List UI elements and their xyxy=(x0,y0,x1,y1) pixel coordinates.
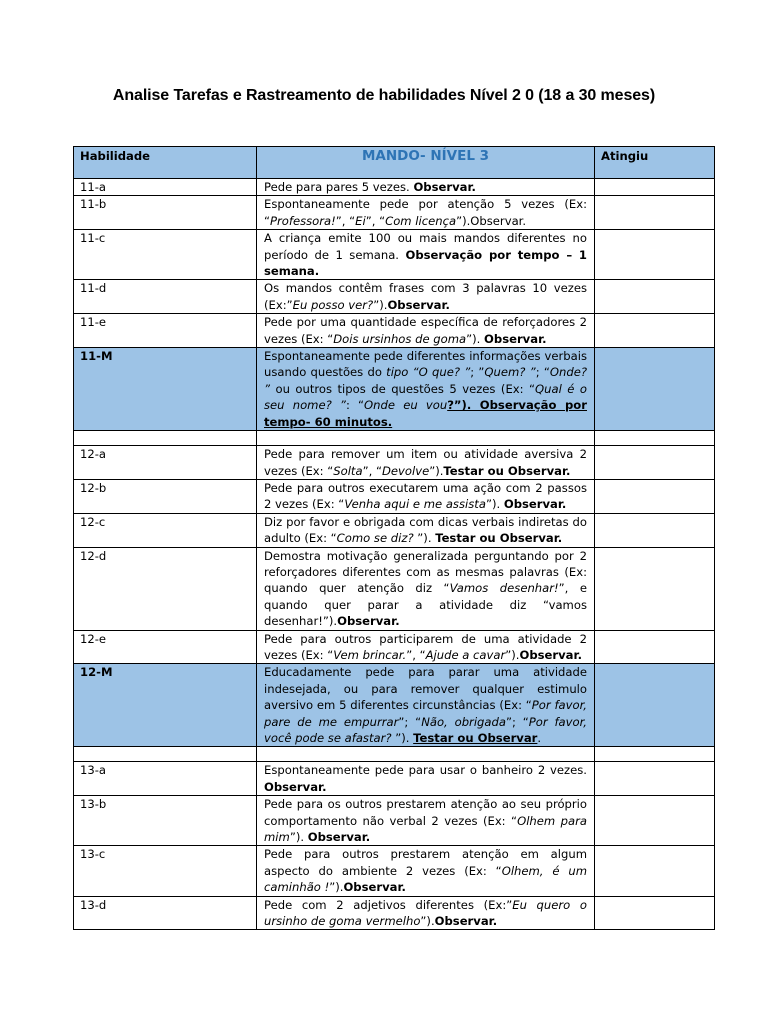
description-fragment: ”, “ xyxy=(406,647,426,662)
description-fragment: ”). xyxy=(420,914,435,929)
skill-code: 12-M xyxy=(74,664,257,747)
skill-description xyxy=(257,280,595,314)
table-row xyxy=(74,513,715,547)
description-fragment: Ajude a cavar xyxy=(425,647,506,662)
atingiu-cell[interactable] xyxy=(595,230,715,280)
spacer-cell xyxy=(74,747,257,762)
description-fragment: ”). xyxy=(466,331,485,346)
description-fragment: Dois ursinhos de goma xyxy=(333,331,467,346)
description-fragment: Observar. xyxy=(387,297,450,312)
table-row xyxy=(74,846,715,896)
spacer-cell xyxy=(595,747,715,762)
table-row xyxy=(74,446,715,480)
description-fragment: Observação por tempo – 1 semana. xyxy=(264,247,587,279)
skill-description xyxy=(257,446,595,480)
spacer-row xyxy=(74,747,715,762)
description-fragment: Não, obrigada xyxy=(421,714,506,729)
header-habilidade: Habilidade xyxy=(74,147,257,179)
description-fragment: Solta xyxy=(333,463,363,478)
atingiu-cell[interactable] xyxy=(595,196,715,230)
spacer-cell xyxy=(74,431,257,446)
skill-code: 11-e xyxy=(74,314,257,348)
skill-code: 11-a xyxy=(74,179,257,196)
atingiu-cell[interactable] xyxy=(595,513,715,547)
description-fragment: ”, “ xyxy=(362,463,382,478)
description-fragment: ”, “ xyxy=(335,213,356,228)
spacer-cell xyxy=(257,431,595,446)
description-fragment: Onde? ” xyxy=(264,365,587,396)
table-row xyxy=(74,630,715,664)
description-fragment: Quem? ” xyxy=(484,365,536,380)
table-row xyxy=(74,479,715,513)
description-fragment: Diz por favor e obrigada com dicas verbais indiretas do adulto (Ex: “ xyxy=(264,514,587,546)
atingiu-cell[interactable] xyxy=(595,846,715,896)
description-fragment: Por favor, pare de me empurrar xyxy=(264,698,587,729)
atingiu-cell[interactable] xyxy=(595,796,715,846)
table-row xyxy=(74,547,715,630)
description-fragment: Observar. xyxy=(343,880,406,895)
description-fragment: . xyxy=(537,731,542,745)
skill-description xyxy=(257,348,595,431)
description-fragment: Onde eu vou xyxy=(364,398,448,413)
atingiu-cell[interactable] xyxy=(595,314,715,348)
description-fragment: : “ xyxy=(345,398,365,413)
skill-code: 13-b xyxy=(74,796,257,846)
skill-description xyxy=(257,179,595,196)
description-fragment: Testar ou Observar xyxy=(413,731,538,745)
description-fragment: Observar. xyxy=(503,497,567,512)
description-fragment: Qual é o seu nome? ” xyxy=(264,381,587,413)
skill-code: 13-d xyxy=(74,896,257,930)
description-fragment: Observar. xyxy=(484,331,547,346)
description-fragment: Demostra motivação generalizada perguntando por 2 reforçadores diferentes com as mesmas palavras (Ex: quando quer atenção diz “ xyxy=(264,548,587,596)
atingiu-cell[interactable] xyxy=(595,479,715,513)
skill-description xyxy=(257,230,595,280)
description-fragment: ; “ xyxy=(535,365,550,380)
description-fragment: Pede com 2 adjetivos diferentes (Ex:” xyxy=(264,897,513,912)
table-row xyxy=(74,796,715,846)
description-fragment: ?”). Observação por tempo- 60 minutos. xyxy=(264,398,587,429)
description-fragment: Educadamente pede para parar uma atividade indesejada, ou para remover qualquer estimulo aversivo em 5 diferentes circunstâncias (Ex: “ xyxy=(264,665,587,713)
description-fragment: Olhem, é um caminhão ! xyxy=(264,863,587,895)
skill-code: 11-b xyxy=(74,196,257,230)
description-fragment: Pede por uma quantidade específica de reforçadores 2 vezes (Ex: “ xyxy=(264,315,587,346)
description-fragment: Como se diz? xyxy=(336,531,418,546)
description-fragment: ”). xyxy=(373,297,388,312)
description-fragment: Espontaneamente pede para usar o banheiro 2 vezes. xyxy=(264,763,587,778)
skill-code: 12-a xyxy=(74,446,257,480)
description-fragment: Testar ou Observar. xyxy=(435,531,563,546)
description-fragment: Eu quero o ursinho de goma vermelho xyxy=(264,897,587,929)
skill-description xyxy=(257,846,595,896)
description-fragment: Os mandos contêm frases com 3 palavras 10 vezes (Ex:” xyxy=(264,281,587,312)
table-row xyxy=(74,196,715,230)
description-fragment: ”). xyxy=(417,531,436,546)
atingiu-cell[interactable] xyxy=(595,896,715,930)
skill-description xyxy=(257,896,595,930)
skill-description xyxy=(257,762,595,796)
table-row xyxy=(74,280,715,314)
table-row xyxy=(74,230,715,280)
skill-code: 13-a xyxy=(74,762,257,796)
skill-description xyxy=(257,630,595,664)
description-fragment: Pede para outros participarem de uma atividade 2 vezes (Ex: “ xyxy=(264,631,587,662)
table-row xyxy=(74,896,715,930)
skills-table xyxy=(73,146,715,930)
description-fragment: Pede para outros prestarem atenção em algum aspecto do ambiente 2 vezes (Ex: “ xyxy=(264,847,587,878)
description-fragment: ”). xyxy=(329,880,344,895)
spacer-cell xyxy=(595,431,715,446)
description-fragment: tipo “O que? ” xyxy=(386,365,471,380)
skill-description xyxy=(257,314,595,348)
description-fragment: ”). xyxy=(505,647,520,662)
description-fragment: Vamos desenhar! xyxy=(449,581,559,596)
skill-description xyxy=(257,796,595,846)
atingiu-cell[interactable] xyxy=(595,179,715,196)
description-fragment: ”, “ xyxy=(365,213,386,228)
description-fragment: Observar. xyxy=(434,914,498,929)
description-fragment: Venha aqui e me assista xyxy=(344,497,486,512)
description-fragment: Olhem para mim xyxy=(264,813,587,845)
skill-code: 11-M xyxy=(74,348,257,431)
document-title: Analise Tarefas e Rastreamento de habilidades Nível 2 0 (18 a 30 meses) xyxy=(112,87,656,104)
description-fragment: ”; “ xyxy=(398,714,422,729)
table-header-row xyxy=(74,147,715,179)
skill-code: 11-d xyxy=(74,280,257,314)
description-fragment: Pede para remover um item ou atividade aversiva 2 vezes (Ex: “ xyxy=(264,447,587,478)
skill-code: 11-c xyxy=(74,230,257,280)
description-fragment: ”). xyxy=(485,497,504,512)
atingiu-cell[interactable] xyxy=(595,762,715,796)
description-fragment: Testar ou Observar. xyxy=(443,463,571,478)
skill-code: 12-e xyxy=(74,630,257,664)
description-fragment: Pede para os outros prestarem atenção ao seu próprio comportamento não verbal 2 vezes (Ex: “ xyxy=(264,797,587,828)
table-row xyxy=(74,762,715,796)
description-fragment: Espontaneamente pede por atenção 5 vezes (Ex: “ xyxy=(264,197,587,228)
description-fragment: Pede para outros executarem uma ação com 2 passos 2 vezes (Ex: “ xyxy=(264,480,587,512)
skill-description xyxy=(257,664,595,747)
skill-code: 12-d xyxy=(74,547,257,630)
skill-code: 12-b xyxy=(74,479,257,513)
atingiu-cell[interactable] xyxy=(595,547,715,630)
skill-description xyxy=(257,547,595,630)
description-fragment: Espontaneamente pede diferentes informações verbais usando questões do xyxy=(264,349,587,380)
skill-code: 13-c xyxy=(74,846,257,896)
description-fragment: ”). xyxy=(429,463,444,478)
description-fragment: Vem brincar. xyxy=(333,647,407,662)
skill-description xyxy=(257,196,595,230)
description-fragment: ”; “ xyxy=(505,714,529,729)
description-fragment: Eu posso ver? xyxy=(292,297,374,312)
table-row xyxy=(74,348,715,431)
description-fragment: ”). xyxy=(289,830,308,845)
atingiu-cell[interactable] xyxy=(595,446,715,480)
table-body xyxy=(74,179,715,930)
atingiu-cell[interactable] xyxy=(595,348,715,431)
table-row xyxy=(74,664,715,747)
description-fragment: Professora! xyxy=(270,213,336,228)
skill-code: 12-c xyxy=(74,513,257,547)
description-fragment: Pede para pares 5 vezes. xyxy=(264,180,414,194)
description-fragment: Com licença xyxy=(385,213,457,228)
description-fragment: ; ” xyxy=(470,365,485,380)
description-fragment: ”).Observar. xyxy=(456,213,527,228)
atingiu-cell[interactable] xyxy=(595,664,715,747)
header-mando-nivel: MANDO- NÍVEL 3 xyxy=(257,147,595,179)
description-fragment: A criança emite 100 ou mais mandos diferentes no período de 1 semana. xyxy=(264,231,587,262)
description-fragment: Observar. xyxy=(337,614,400,629)
description-fragment: Observar. xyxy=(307,830,371,845)
description-fragment: Por favor, você pode se afastar? xyxy=(264,714,587,745)
description-fragment: Observar. xyxy=(264,779,327,794)
description-fragment: Devolve xyxy=(381,463,430,478)
description-fragment: ”). xyxy=(395,731,414,745)
description-fragment: ou outros tipos de questões 5 vezes (Ex: “ xyxy=(270,381,536,396)
atingiu-cell[interactable] xyxy=(595,630,715,664)
skill-description xyxy=(257,513,595,547)
header-atingiu: Atingiu xyxy=(595,147,715,179)
skill-description xyxy=(257,479,595,513)
atingiu-cell[interactable] xyxy=(595,280,715,314)
table-row xyxy=(74,314,715,348)
spacer-row xyxy=(74,431,715,446)
spacer-cell xyxy=(257,747,595,762)
table-row xyxy=(74,179,715,196)
description-fragment: Observar. xyxy=(413,180,476,194)
description-fragment: ”, e quando quer parar a atividade diz “vamos desenhar!”). xyxy=(264,581,587,629)
description-fragment: Observar. xyxy=(519,647,582,662)
description-fragment: Ei xyxy=(355,213,366,228)
